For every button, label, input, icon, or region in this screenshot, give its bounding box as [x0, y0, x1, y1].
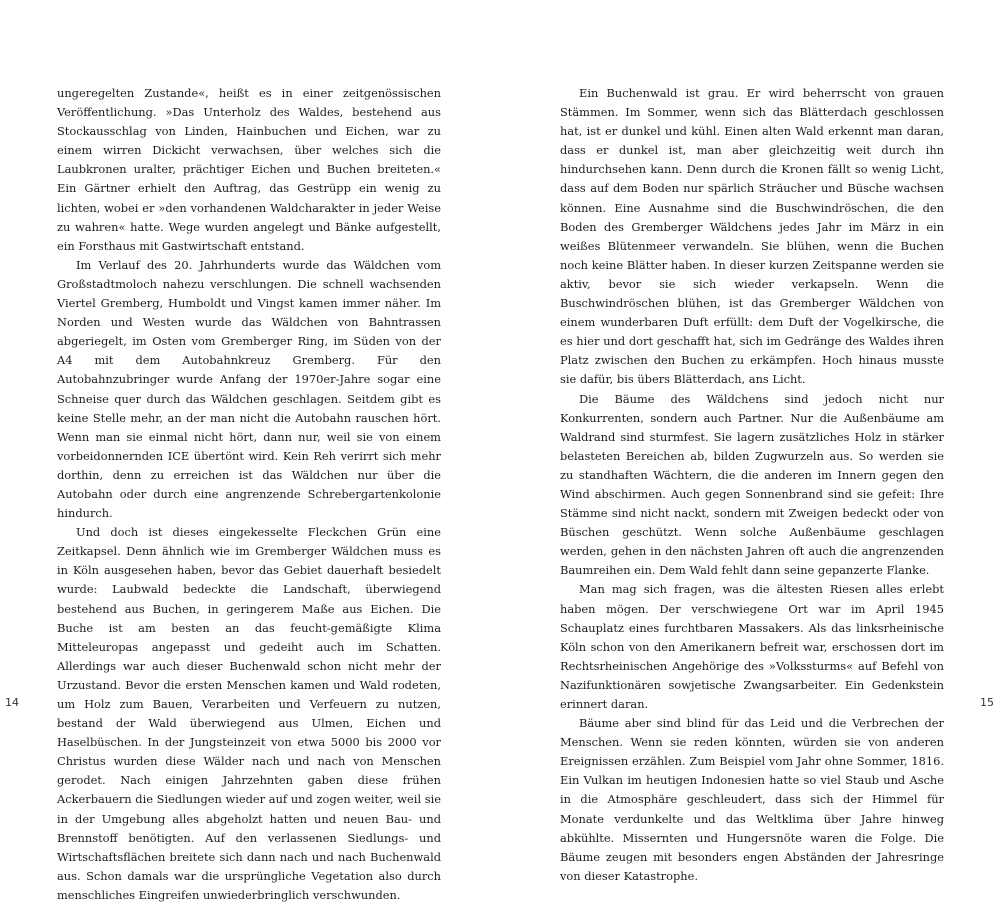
right-page-text: [560, 84, 944, 886]
paragraph: Und doch ist dieses eingekesselte Fleckchen Grün eine Zeitkapsel. Denn ähnlich wie im Gremberger Wäldchen muss es in Köln ausgesehen haben, bevor das Gebiet dauerhaft besiedelt wurde: Laubwald bedeckte die Landschaft, überwiegend bestehend aus Buchen, in geringerem Maße aus Eichen. Die Buche ist am besten an das feucht-gemäßigte Klima Mitteleuropas angepasst und gedeiht auch im Schatten. Allerdings war auch dieser Buchenwald schon nicht mehr der Urzustand. Bevor die ersten Menschen kamen und Wald rodeten, um Holz zum Bauen, Verarbeiten und Verfeuern zu nutzen, bestand der Wald überwiegend aus Ulmen, Eichen und Haselbüschen. In der Jungsteinzeit von etwa 5000 bis 2000 vor Christus wurden diese Wälder nach und nach von Menschen gerodet. Nach einigen Jahrzehnten gaben diese frühen Ackerbauern die Siedlungen wieder auf und zogen weiter, weil sie in der Umgebung alles abgeholzt hatten und neuen Bau- und Brennstoff benötigten. Auf den verlassenen Siedlungs- und Wirtschaftsflächen breitete sich dann nach und nach Buchenwald aus. Schon damals war die ursprüngliche Vegetation also durch menschliches Eingreifen unwiederbringlich verschwunden.: [57, 525, 441, 902]
paragraph: Bäume aber sind blind für das Leid und die Verbrechen der Menschen. Wenn sie reden könnten, würden sie von anderen Ereignissen erzählen. Zum Beispiel vom Jahr ohne Sommer, 1816. Ein Vulkan im heutigen Indonesien hatte so viel Staub und Asche in die Atmosphäre geschleudert, dass sich der Himmel für Monate verdunkelte und das Weltklima über Jahre hinweg abkühlte. Missernten und Hungersnöte waren die Folge. Die Bäume zeugen mit besonders engen Abständen der Jahresringe von dieser Katastrophe.: [560, 716, 944, 883]
paragraph: Im Verlauf des 20. Jahrhunderts wurde das Wäldchen vom Großstadtmoloch nahezu verschlungen. Die schnell wachsenden Viertel Gremberg, Humboldt und Vingst kamen immer näher. Im Norden und Westen wurde das Wäldchen von Bahntrassen abgeriegelt, im Osten vom Gremberger Ring, im Süden von der A4 mit dem Autobahnkreuz Gremberg. Für den Autobahnzubringer wurde Anfang der 1970er-Jahre sogar eine Schneise quer durch das Wäldchen geschlagen. Seitdem gibt es keine Stelle mehr, an der man nicht die Autobahn rauschen hört. Wenn man sie einmal nicht hört, dann nur, weil sie von einem vorbeidonnernden ICE übertönt wird. Kein Reh verirrt sich mehr dorthin, denn zu erreichen ist das Wäldchen nur über die Autobahn oder durch eine angrenzende Schrebergartenkolonie hindurch.: [57, 257, 441, 521]
left-page-text: [57, 84, 441, 905]
paragraph: Ein Buchenwald ist grau. Er wird beherrscht von grauen Stämmen. Im Sommer, wenn sich das Blätterdach geschlossen hat, ist er dunkel und kühl. Einen alten Wald erkennt man daran, dass er dunkel ist, man aber gleichzeitig weit durch ihn hindurchsehen kann. Denn durch die Kronen fällt so wenig Licht, dass auf dem Boden nur spärlich Sträucher und Büsche wachsen können. Eine Ausnahme sind die Buschwindröschen, die den Boden des Gremberger Wäldchens jedes Jahr im März in ein weißes Blütenmeer verwandeln. Sie blühen, wenn die Buchen noch keine Blätter haben. In dieser kurzen Zeitspanne werden sie aktiv, bevor sie sich wieder verkapseln. Wenn die Buschwindröschen blühen, ist das Gremberger Wäldchen von einem wunderbaren Duft erfüllt: dem Duft der Vogelkirsche, die es hier und dort geschafft hat, sich im Gedränge des Waldes ihren Platz zwischen den Buchen zu erkämpfen. Hoch hinaus musste sie dafür, bis übers Blätterdach, ans Licht.: [560, 86, 944, 387]
left-page: [0, 0, 500, 902]
right-page: [500, 0, 1000, 883]
paragraph: Die Bäume des Wäldchens sind jedoch nicht nur Konkurrenten, sondern auch Partner. Nur die Außenbäume am Waldrand sind sturmfest. Sie lagern zusätzliches Holz in stärker belasteten Bereichen ab, bilden Zugwurzeln aus. So werden sie zu standhaften Wächtern, die die anderen im Innern gegen den Wind abschirmen. Auch gegen Sonnenbrand sind sie gefeit: Ihre Stämme sind nicht nackt, sondern mit Zweigen bedeckt oder von Büschen geschützt. Wenn solche Außenbäume geschlagen werden, gehen in den nächsten Jahren oft auch die angrenzenden Baumreihen ein. Dem Wald fehlt dann seine gepanzerte Flanke.: [560, 391, 944, 578]
paragraph: ungeregelten Zustande«, heißt es in einer zeitgenössischen Veröffentlichung. »Das Unterholz des Waldes, bestehend aus Stockausschlag von Linden, Hainbuchen und Eichen, war zu einem wirren Dickicht verwachsen, über welches sich die Laubkronen uralter, prächtiger Eichen und Buchen breiteten.« Ein Gärtner erhielt den Auftrag, das Gestrüpp ein wenig zu lichten, wobei er »den vorhandenen Waldcharakter in jeder Weise zu wahren« hatte. Wege wurden angelegt und Bänke aufgestellt, ein Forsthaus mit Gastwirtschaft entstand.: [57, 86, 441, 253]
page-number-right: 15: [980, 696, 994, 709]
paragraph: Man mag sich fragen, was die ältesten Riesen alles erlebt haben mögen. Der verschwiegene Ort war im April 1945 Schauplatz eines furchtbaren Massakers. Als das linksrheinische Köln schon von den Amerikanern befreit war, erschossen dort im Rechtsrheinischen Angehörige des »Volkssturms« auf Befehl von Nazifunktionären sowjetische Zwangsarbeiter. Ein Gedenkstein erinnert daran.: [560, 582, 944, 711]
page-number-left: 14: [5, 696, 19, 709]
